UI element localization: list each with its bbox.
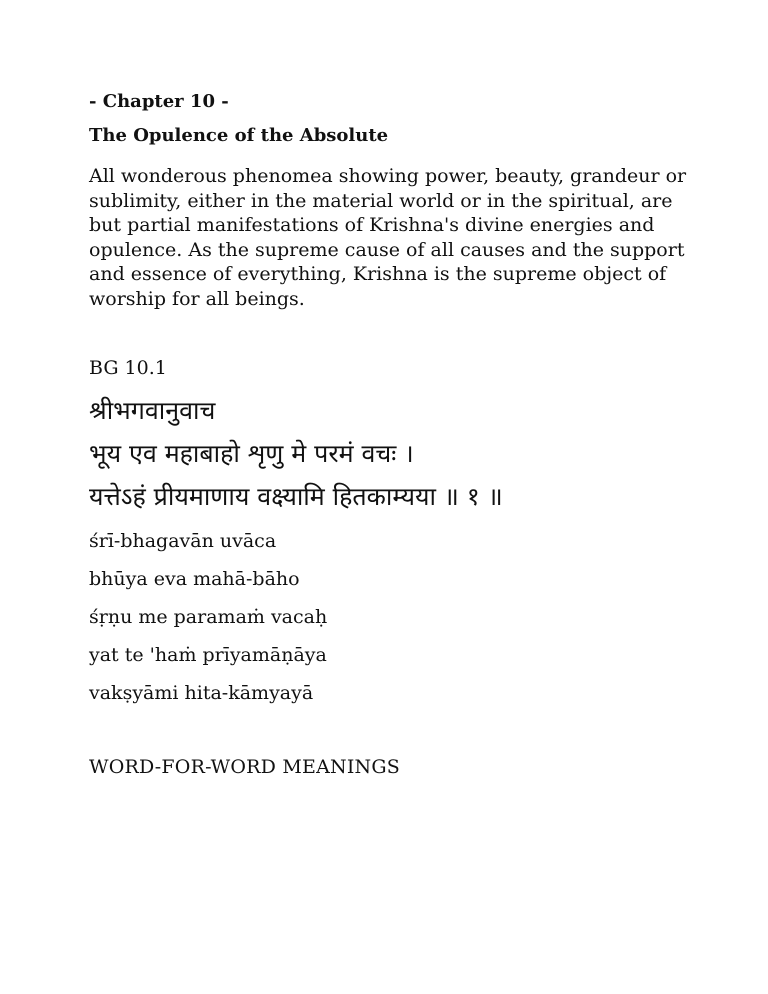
chapter-title: The Opulence of the Absolute [89,125,389,146]
devanagari-line: श्रीभगवानुवाच [89,395,216,425]
section-heading: WORD-FOR-WORD MEANINGS [89,755,400,778]
transliteration [89,529,689,719]
intro-line: opulence. As the supreme cause of all causes and the support [89,238,685,261]
transliteration-line: bhūya eva mahā-bāho [89,567,300,590]
chapter-heading: - Chapter 10 - [89,91,229,112]
devanagari-verse [89,392,689,521]
intro-line: sublimity, either in the material world or in the spiritual, are [89,189,673,212]
transliteration-line: yat te 'haṁ prīyamāṇāya [89,643,327,666]
intro-line: and essence of everything, Krishna is the supreme object of [89,263,667,286]
intro-line: but partial manifestations of Krishna's divine energies and [89,214,655,237]
document-page [89,90,689,779]
intro-paragraph [89,164,689,312]
devanagari-line: भूय एव महाबाहो शृणु मे परमं वचः । [89,438,414,468]
intro-line: All wonderous phenomea showing power, beauty, grandeur or [89,165,687,187]
transliteration-line: śṛṇu me paramaṁ vacaḥ [89,605,328,628]
devanagari-line: यत्तेऽहं प्रीयमाणाय वक्ष्यामि हितकाम्यया ॥ १ ॥ [89,481,503,511]
intro-line: worship for all beings. [89,287,305,310]
transliteration-line: śrī-bhagavān uvāca [89,529,277,552]
verse-id: BG 10.1 [89,356,167,379]
transliteration-line: vakṣyāmi hita-kāmyayā [89,681,314,704]
